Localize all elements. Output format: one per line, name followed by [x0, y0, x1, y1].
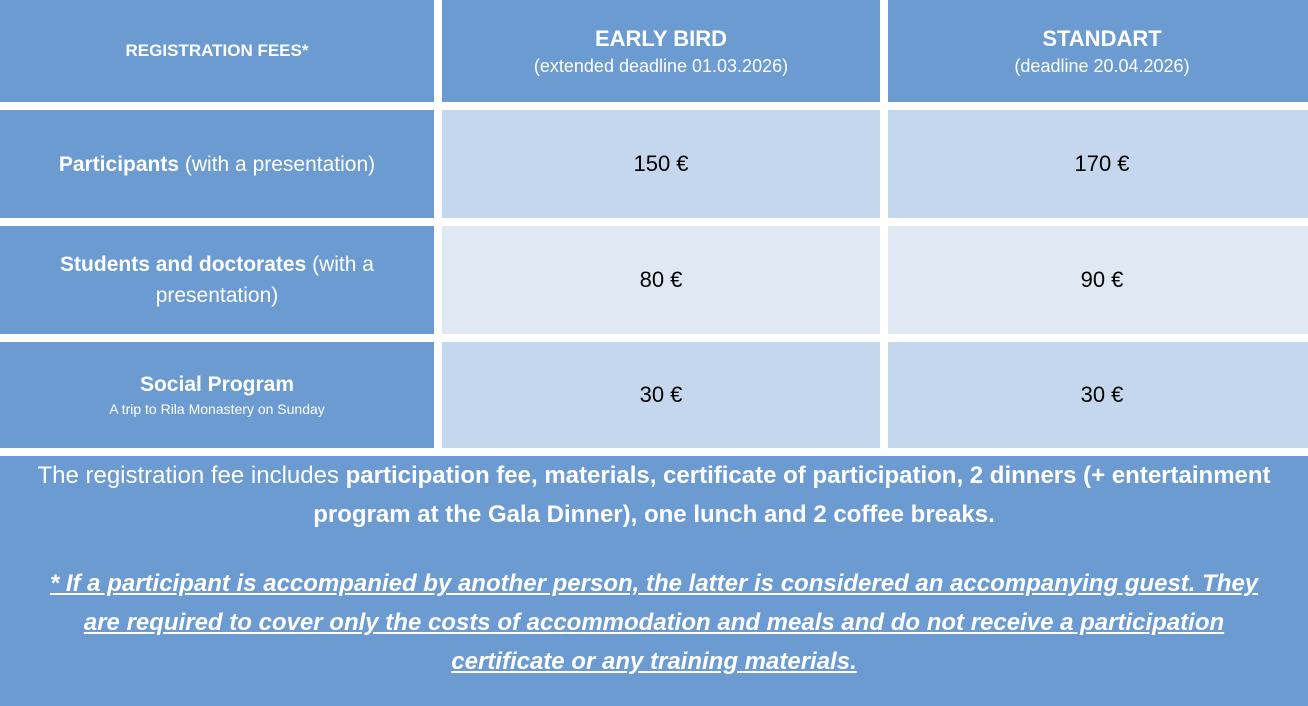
price-value: 30 €	[639, 382, 683, 407]
header-registration-fees	[0, 0, 434, 102]
fee-includes-prefix: The registration fee includes	[37, 462, 346, 489]
students-label	[30, 249, 404, 311]
standart-title: STANDART	[1042, 25, 1162, 51]
students-label-bold: Students and doctorates	[60, 253, 307, 276]
registration-fees-title: REGISTRATION FEES*	[125, 41, 309, 60]
participants-label	[59, 149, 375, 180]
header-standart	[888, 0, 1308, 102]
fee-notes	[0, 456, 1308, 706]
early-bird-deadline: (extended deadline 01.03.2026)	[533, 55, 789, 76]
participants-label-rest: (with a presentation)	[179, 152, 376, 176]
price-value: 30 €	[1080, 382, 1124, 407]
fee-includes-items: participation fee, materials, certificate of participation, 2 dinners (+ entertainment program at the Gala Dinner), one lunch and 2 coffee breaks.	[313, 462, 1271, 528]
social-program-early-bird-price	[442, 342, 880, 448]
participants-label-bold: Participants	[58, 152, 180, 176]
header-early-bird	[442, 0, 880, 102]
social-program-subtitle: A trip to Rila Monastery on Sunday	[109, 401, 325, 417]
social-program-title: Social Program	[139, 373, 295, 396]
students-early-bird-price	[442, 226, 880, 334]
row-social-program-label	[0, 342, 434, 448]
early-bird-title: EARLY BIRD	[594, 25, 728, 51]
standart-deadline: (deadline 20.04.2026)	[1014, 55, 1190, 76]
participants-early-bird-price	[442, 110, 880, 218]
fee-includes-text	[24, 456, 1284, 534]
social-program-standart-price	[888, 342, 1308, 448]
participants-standart-price	[888, 110, 1308, 218]
students-standart-price	[888, 226, 1308, 334]
row-students-label	[0, 226, 434, 334]
price-value: 90 €	[1080, 267, 1124, 292]
price-value: 80 €	[639, 267, 683, 292]
students-label-rest: (with a presentation)	[155, 253, 374, 307]
price-value: 150 €	[633, 151, 689, 176]
accompanying-guest-note: * If a participant is accompanied by another person, the latter is considered an accompanying guest. They are required to cover only the costs of accommodation and meals and do not receive a participation certificate or any training materials.	[49, 570, 1259, 675]
price-value: 170 €	[1074, 151, 1130, 176]
row-participants-label	[0, 110, 434, 218]
